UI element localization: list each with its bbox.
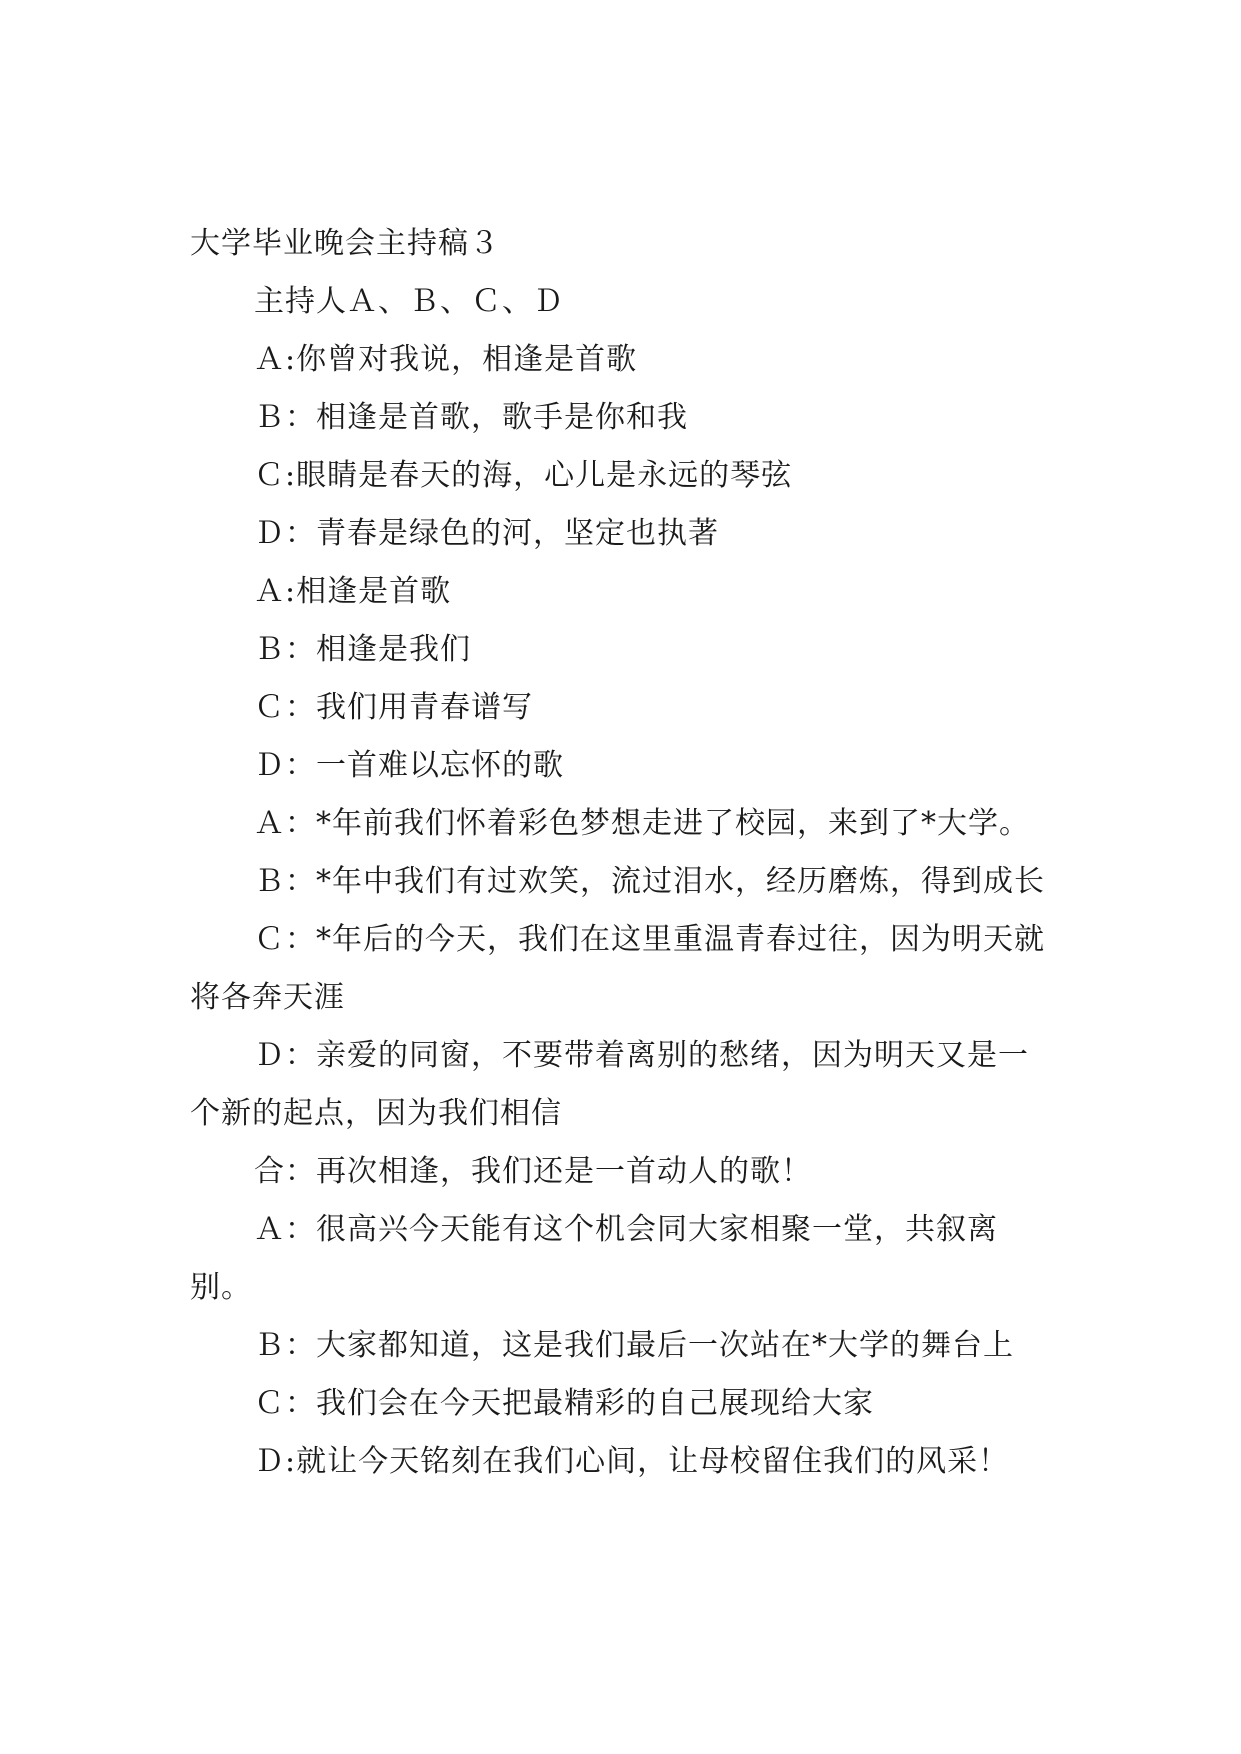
document-body [190,215,1050,1491]
paragraph: Ｄ：一首难以忘怀的歌 [254,748,564,783]
paragraph: Ａ：*年前我们怀着彩色梦想走进了校园，来到了*大学。 [254,806,1030,841]
paragraph: Ｂ：相逢是首歌，歌手是你和我 [254,400,688,435]
document-title: 大学毕业晚会主持稿３ [190,226,500,261]
paragraph: Ａ:相逢是首歌 [254,574,452,609]
paragraph: 合：再次相逢，我们还是一首动人的歌！ [254,1154,812,1189]
paragraph: Ｂ：大家都知道，这是我们最后一次站在*大学的舞台上 [254,1328,1014,1363]
paragraph-host-intro: 主持人Ａ、Ｂ、Ｃ、Ｄ [254,284,564,319]
paragraph: Ｃ：我们用青春谱写 [254,690,533,725]
paragraph: Ｄ：青春是绿色的河，坚定也执著 [254,516,719,551]
paragraph: Ｂ：相逢是我们 [254,632,471,667]
paragraph: Ｄ：亲爱的同窗，不要带着离别的愁绪，因为明天又是一个新的起点，因为我们相信 [190,1038,1029,1131]
paragraph: Ｄ:就让今天铭刻在我们心间，让母校留住我们的风采！ [254,1444,1010,1479]
paragraph: Ｂ：*年中我们有过欢笑，流过泪水，经历磨炼，得到成长 [254,864,1045,899]
paragraph: Ｃ：我们会在今天把最精彩的自己展现给大家 [254,1386,874,1421]
paragraph: Ｃ：*年后的今天，我们在这里重温青春过往，因为明天就将各奔天涯 [190,922,1045,1015]
paragraph: Ａ：很高兴今天能有这个机会同大家相聚一堂，共叙离别。 [190,1212,998,1305]
paragraph: Ｃ:眼睛是春天的海，心儿是永远的琴弦 [254,458,793,493]
paragraph: Ａ:你曾对我说，相逢是首歌 [254,342,638,377]
